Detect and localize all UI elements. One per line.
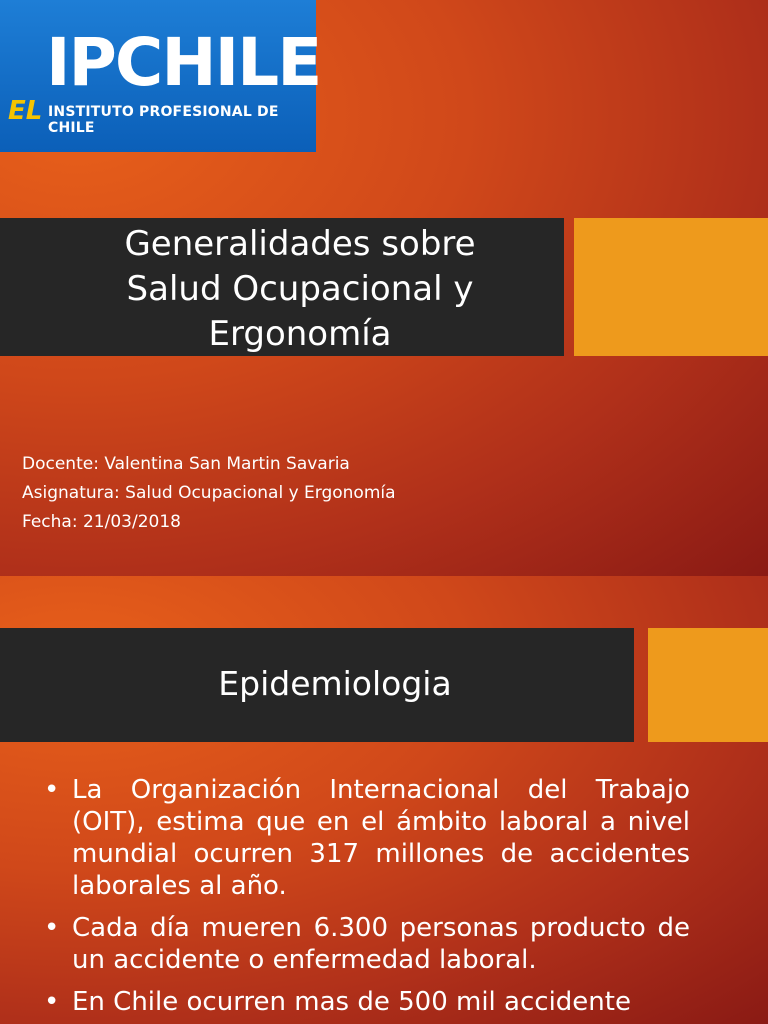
title-accent-block xyxy=(574,218,768,356)
bullet-text: En Chile ocurren mas de 500 mil accidente xyxy=(72,987,631,1017)
bullet-item xyxy=(44,774,690,902)
slide-title xyxy=(0,222,600,357)
bullet-list xyxy=(44,774,690,1024)
logo-wordmark: IPCHILE xyxy=(46,24,321,101)
logo-subtitle: INSTITUTO PROFESIONAL DE CHILE xyxy=(48,104,279,136)
bullet-dot: • xyxy=(44,913,60,943)
slide-2 xyxy=(0,576,768,1024)
slide-title-line: Ergonomía xyxy=(208,314,392,354)
bullet-dot: • xyxy=(44,775,60,805)
logo-el-mark: EL xyxy=(8,96,43,126)
bullet-item xyxy=(44,986,690,1018)
fecha-line: Fecha: 21/03/2018 xyxy=(22,512,181,532)
asignatura-line: Asignatura: Salud Ocupacional y Ergonomía xyxy=(22,483,396,503)
section-title: Epidemiologia xyxy=(218,664,452,703)
slide-title-line: Salud Ocupacional y xyxy=(126,269,474,309)
bullet-dot: • xyxy=(44,987,60,1017)
slide-title-line: Generalidades sobre xyxy=(124,224,476,264)
bullet-item xyxy=(44,912,690,976)
ipchile-logo xyxy=(0,0,321,152)
bullet-text: Cada día mueren 6.300 personas producto de un accidente o enfermedad laboral. xyxy=(72,913,690,975)
bullet-text: La Organización Internacional del Trabajo (OIT), estima que en el ámbito laboral a nivel mundial ocurren 317 millones de accidentes laborales al año. xyxy=(72,775,690,901)
docente-line: Docente: Valentina San Martin Savaria xyxy=(22,454,350,474)
slide-meta xyxy=(22,450,396,537)
